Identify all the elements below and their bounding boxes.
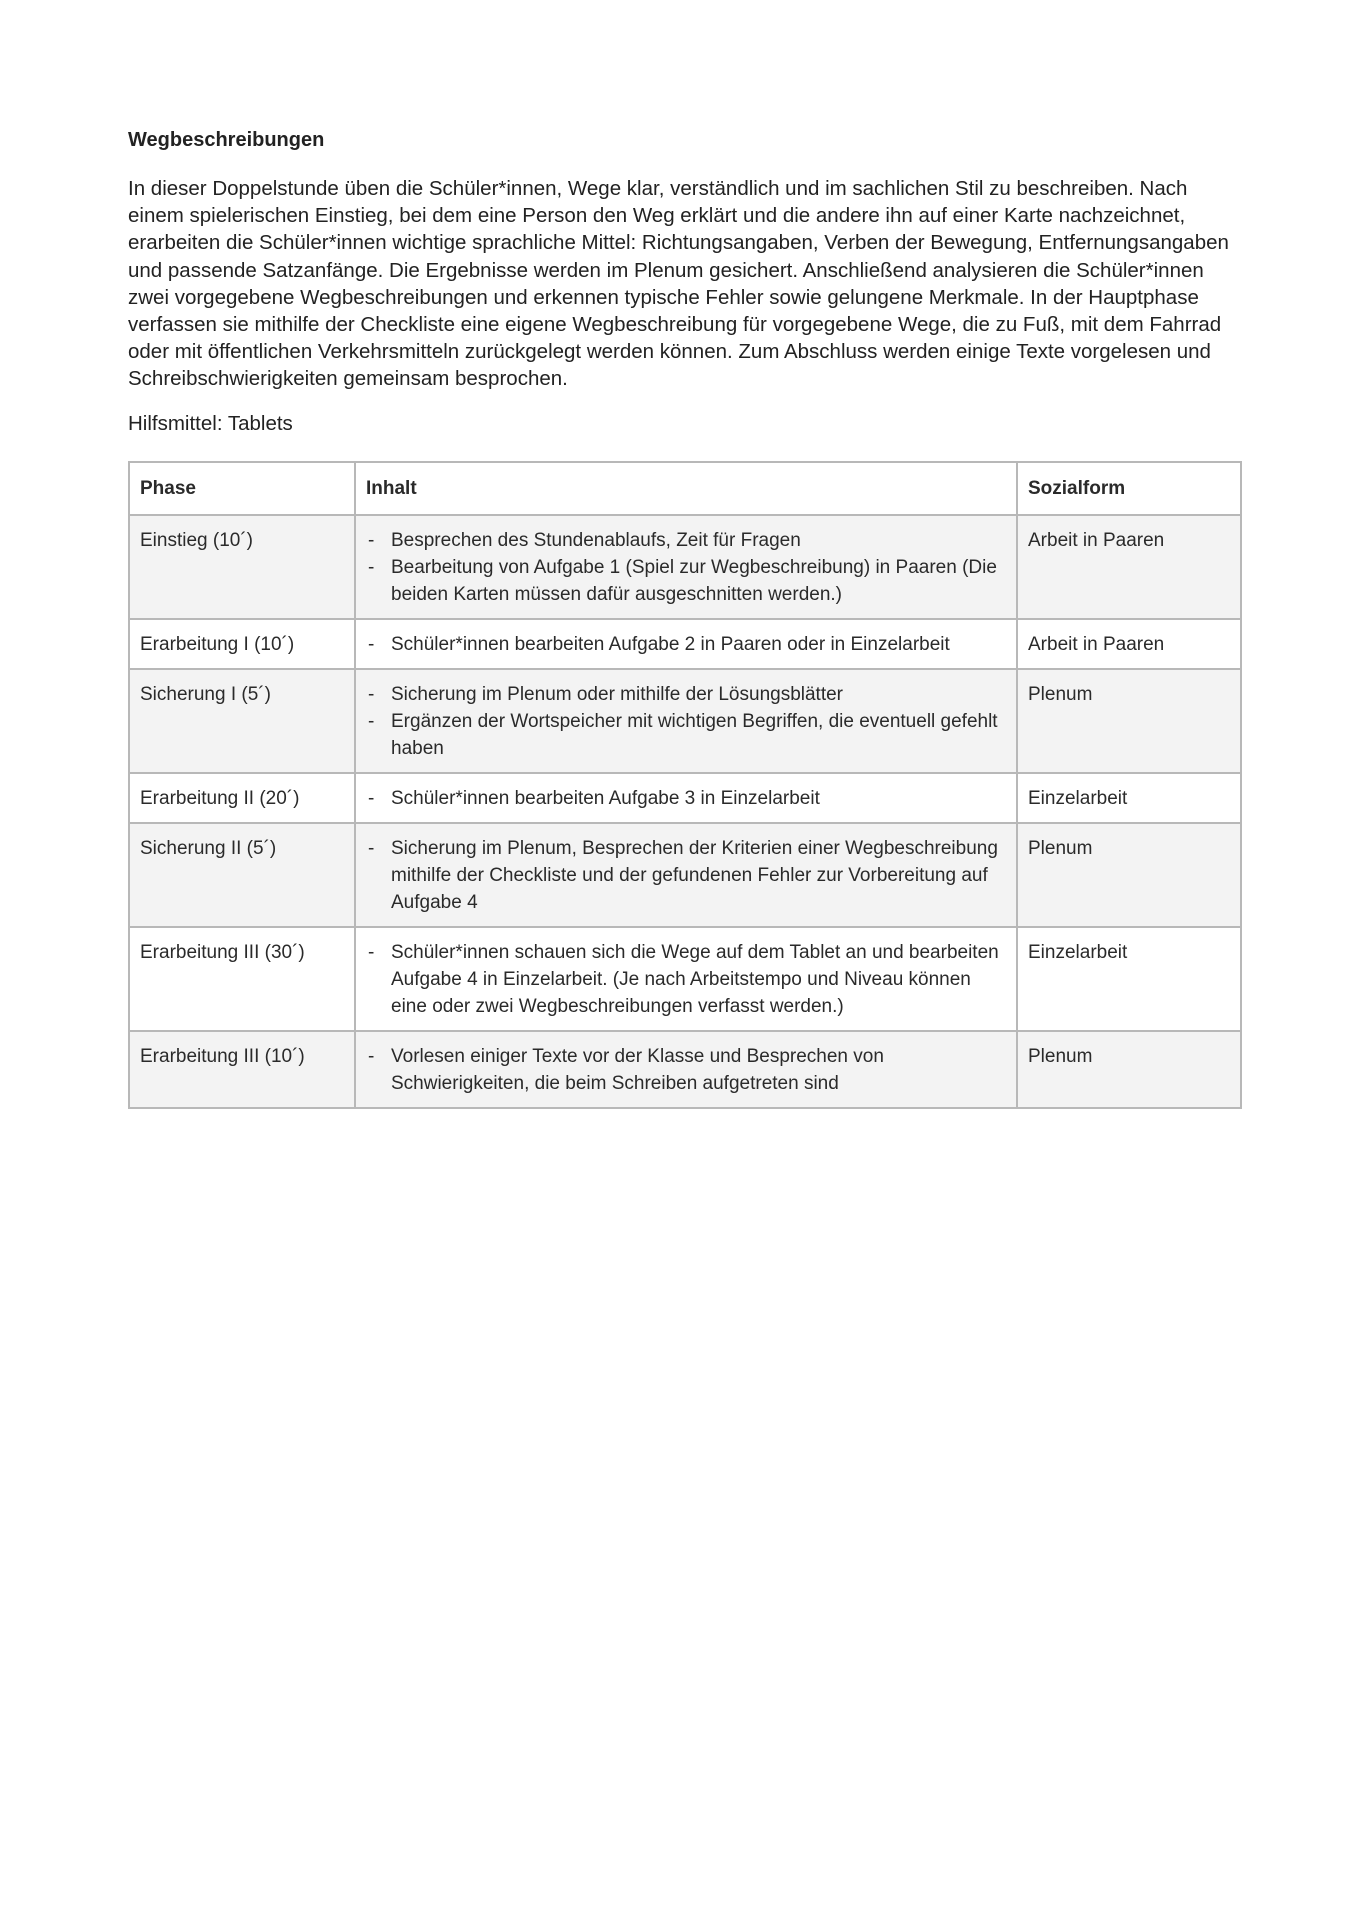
content-cell — [355, 669, 1017, 773]
phase-cell: Erarbeitung II (20´) — [129, 773, 355, 823]
table-row — [129, 823, 1241, 927]
table-row — [129, 515, 1241, 619]
content-cell — [355, 823, 1017, 927]
content-list — [366, 527, 1006, 608]
phase-cell: Sicherung I (5´) — [129, 669, 355, 773]
list-item — [366, 785, 1006, 812]
content-list — [366, 939, 1006, 1020]
phase-cell: Erarbeitung III (10´) — [129, 1031, 355, 1108]
dash-bullet-icon: - — [368, 941, 375, 963]
list-item — [366, 681, 1006, 708]
content-cell — [355, 927, 1017, 1031]
item-text: Bearbeitung von Aufgabe 1 (Spiel zur Wegbeschreibung) in Paaren (Die beiden Karten müssen dafür ausgeschnitten werden.) — [391, 556, 997, 605]
form-cell: Plenum — [1017, 669, 1241, 773]
item-text: Schüler*innen bearbeiten Aufgabe 3 in Einzelarbeit — [391, 787, 820, 809]
dash-bullet-icon: - — [368, 529, 375, 551]
form-cell: Einzelarbeit — [1017, 773, 1241, 823]
form-cell: Arbeit in Paaren — [1017, 515, 1241, 619]
dash-bullet-icon: - — [368, 556, 375, 578]
list-item — [366, 939, 1006, 1020]
list-item — [366, 835, 1006, 916]
phase-cell: Einstieg (10´) — [129, 515, 355, 619]
dash-bullet-icon: - — [368, 710, 375, 732]
phase-cell: Sicherung II (5´) — [129, 823, 355, 927]
content-cell — [355, 515, 1017, 619]
item-text: Schüler*innen bearbeiten Aufgabe 2 in Paaren oder in Einzelarbeit — [391, 633, 950, 655]
content-list — [366, 785, 1006, 812]
content-cell — [355, 773, 1017, 823]
content-cell — [355, 619, 1017, 669]
content-list — [366, 681, 1006, 762]
aids-line: Hilfsmittel: Tablets — [128, 411, 293, 435]
dash-bullet-icon: - — [368, 683, 375, 705]
form-cell: Einzelarbeit — [1017, 927, 1241, 1031]
dash-bullet-icon: - — [368, 787, 375, 809]
phase-cell: Erarbeitung I (10´) — [129, 619, 355, 669]
list-item — [366, 527, 1006, 554]
item-text: Sicherung im Plenum, Besprechen der Kriterien einer Wegbeschreibung mithilfe der Checkliste und der gefundenen Fehler zur Vorbereitung auf Aufgabe 4 — [391, 837, 998, 913]
header-phase: Phase — [129, 462, 355, 515]
table-row — [129, 927, 1241, 1031]
content-list — [366, 835, 1006, 916]
document-page — [128, 127, 1240, 1109]
dash-bullet-icon: - — [368, 633, 375, 655]
list-item — [366, 708, 1006, 762]
content-list — [366, 1043, 1006, 1097]
form-cell: Plenum — [1017, 823, 1241, 927]
document-title: Wegbeschreibungen — [128, 129, 325, 151]
table-row — [129, 669, 1241, 773]
form-cell: Arbeit in Paaren — [1017, 619, 1241, 669]
item-text: Ergänzen der Wortspeicher mit wichtigen Begriffen, die eventuell gefehlt haben — [391, 710, 998, 759]
dash-bullet-icon: - — [368, 1045, 375, 1067]
lesson-plan-table — [128, 461, 1242, 1109]
list-item — [366, 554, 1006, 608]
table-header-row — [129, 462, 1241, 515]
list-item — [366, 1043, 1006, 1097]
table-row — [129, 773, 1241, 823]
form-cell: Plenum — [1017, 1031, 1241, 1108]
item-text: Vorlesen einiger Texte vor der Klasse und Besprechen von Schwierigkeiten, die beim Schreiben aufgetreten sind — [391, 1045, 884, 1094]
table-row — [129, 1031, 1241, 1108]
dash-bullet-icon: - — [368, 837, 375, 859]
header-form: Sozialform — [1017, 462, 1241, 515]
header-content: Inhalt — [355, 462, 1017, 515]
phase-cell: Erarbeitung III (30´) — [129, 927, 355, 1031]
item-text: Sicherung im Plenum oder mithilfe der Lösungsblätter — [391, 683, 844, 705]
list-item — [366, 631, 1006, 658]
item-text: Besprechen des Stundenablaufs, Zeit für Fragen — [391, 529, 801, 551]
table-row — [129, 619, 1241, 669]
item-text: Schüler*innen schauen sich die Wege auf dem Tablet an und bearbeiten Aufgabe 4 in Einzelarbeit. (Je nach Arbeitstempo und Niveau können eine oder zwei Wegbeschreibungen verfasst werden.) — [391, 941, 999, 1017]
intro-paragraph: In dieser Doppelstunde üben die Schüler*innen, Wege klar, verständlich und im sachlichen Stil zu beschreiben. Nach einem spielerischen Einstieg, bei dem eine Person den Weg erklärt und die andere ihn auf einer Karte nachzeichnet, erarbeiten die Schüler*innen wichtige sprachliche Mittel: Richtungsangaben, Verben der Bewegung, Entfernungsangaben und passende Satzanfänge. Die Ergebnisse werden im Plenum gesichert. Anschließend analysieren die Schüler*innen zwei vorgegebene Wegbeschreibungen und erkennen typische Fehler sowie gelungene Merkmale. In der Hauptphase verfassen sie mithilfe der Checkliste eine eigene Wegbeschreibung für vorgegebene Wege, die zu Fuß, mit dem Fahrrad oder mit öffentlichen Verkehrsmitteln zurückgelegt werden können. Zum Abschluss werden einige Texte vorgelesen und Schreibschwierigkeiten gemeinsam besprochen. — [128, 177, 1229, 391]
content-list — [366, 631, 1006, 658]
content-cell — [355, 1031, 1017, 1108]
